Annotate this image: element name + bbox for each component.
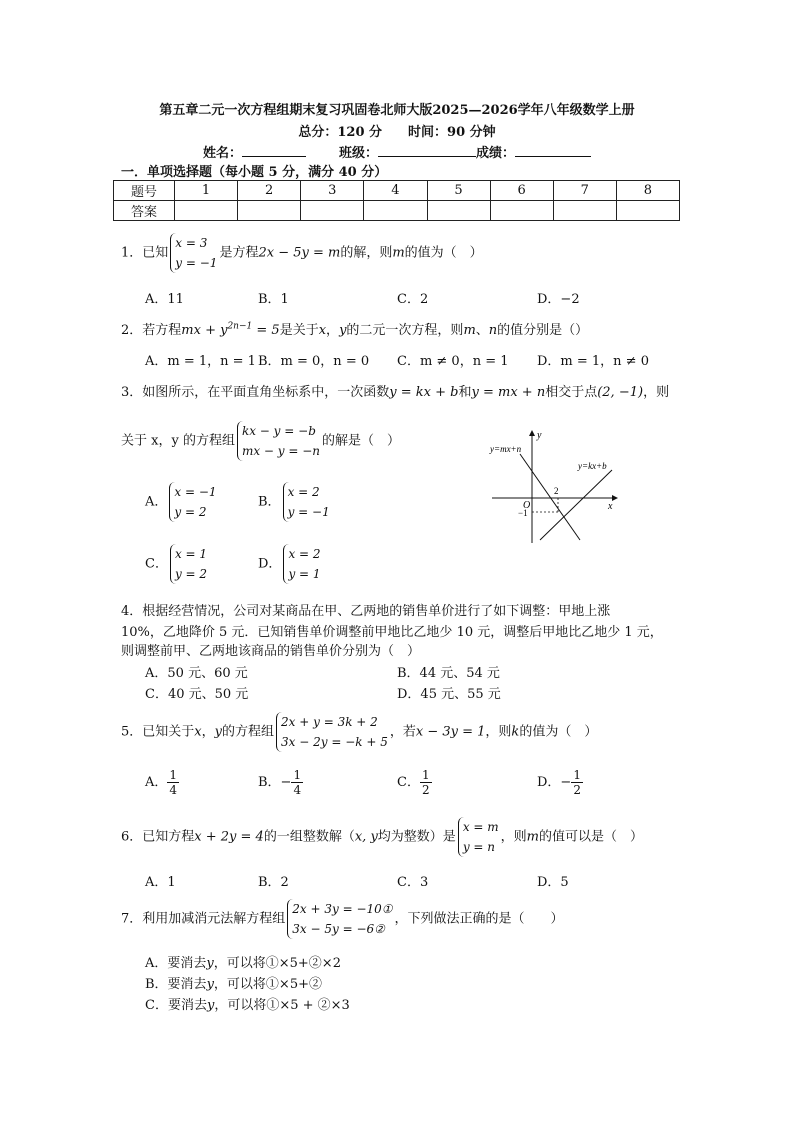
q3-option-line: y = 2 — [174, 505, 207, 519]
answer-cell[interactable] — [238, 201, 301, 221]
q7-option-text: ，可以将①×5+② — [213, 977, 322, 992]
q3-option-a — [145, 482, 219, 522]
class-blank[interactable] — [378, 156, 476, 157]
q3-option-b — [258, 482, 332, 522]
q3-text: 3．如图所示，在平面直角坐标系中，一次函数 — [121, 385, 390, 400]
q5-fraction — [420, 768, 432, 797]
y-label: y — [537, 430, 542, 441]
q3-option-line: x = 2 — [287, 485, 320, 499]
numerator: 1 — [421, 768, 430, 782]
q5-system — [276, 712, 388, 752]
name-label: 姓名： — [202, 146, 242, 161]
q5-sys-line: 3x − 2y = −k + 5 — [281, 735, 388, 749]
question-number-cell: 6 — [490, 181, 553, 201]
q6-text: ，则 — [500, 829, 527, 845]
q5-text: ， — [201, 724, 215, 740]
q3-option-line: y = 2 — [174, 567, 208, 581]
q4-option-c: C．40 元、50 元 — [145, 687, 249, 702]
q3-option-c — [145, 544, 209, 584]
line-label-mx-n: y=mx+n — [490, 444, 522, 454]
q6-var: m — [526, 829, 539, 845]
score-label: 成绩： — [476, 146, 516, 161]
q7-option-text: ，可以将①×5 + ②×3 — [214, 998, 350, 1013]
q6-option-c: C．3 — [397, 875, 429, 890]
student-info — [0, 142, 794, 161]
answer-cell[interactable] — [616, 201, 679, 221]
q7-sys-line: 2x + 3y = −10① — [292, 902, 393, 916]
q6-vars: x, y — [354, 829, 378, 845]
answer-table — [113, 180, 680, 221]
tick-label-neg1: −1 — [518, 508, 528, 518]
answer-cell[interactable] — [301, 201, 364, 221]
q3-text: ，则 — [643, 385, 670, 400]
q2-text: 是关于 — [279, 323, 319, 338]
answer-cell[interactable] — [175, 201, 238, 221]
q2-text: ， — [326, 323, 340, 338]
q5-option-b — [258, 768, 303, 797]
q3-option-line: x = −1 — [174, 485, 217, 499]
q5-text: 5．已知关于 — [121, 724, 195, 740]
denominator: 4 — [293, 783, 302, 797]
denominator: 4 — [169, 783, 178, 797]
q3-option-d — [258, 544, 323, 584]
q3-option-system — [283, 482, 330, 522]
q6-option-a: A．1 — [145, 875, 176, 890]
q5-var: x — [194, 724, 202, 740]
q5-fraction — [291, 768, 303, 797]
q3-option-line: y = −1 — [287, 505, 330, 519]
q4-option-b: B．44 元、54 元 — [397, 666, 500, 681]
question-3-line-2 — [121, 421, 400, 461]
question-3-line-1 — [121, 381, 669, 400]
answer-cell[interactable] — [553, 201, 616, 221]
q5-fraction — [571, 768, 583, 797]
q2-option-d: D．m = 1，n ≠ 0 — [537, 354, 649, 369]
q1-equation: 2x − 5y = m — [258, 245, 341, 261]
q3-equation: y = mx + n — [471, 385, 546, 400]
y-axis-arrow — [529, 430, 535, 436]
exam-title: 第五章二元一次方程组期末复习巩固卷北师大版2025—2026学年八年级数学上册 — [159, 103, 635, 118]
section-title: 一．单项选择题（每小题 5 分，满分 40 分） — [121, 165, 388, 180]
line-label-kx-b: y=kx+b — [578, 461, 607, 471]
q5-text: ，则 — [485, 724, 512, 740]
q3-sys-line: kx − y = −b — [241, 424, 316, 438]
q1-text: 的值为（ ） — [404, 245, 483, 261]
q6-text: 均为整数）是 — [377, 829, 456, 845]
q3-option-system — [170, 544, 207, 584]
q3-sys-line: mx − y = −n — [241, 444, 321, 458]
q6-option-b: B．2 — [258, 875, 289, 890]
q3-text: 相交于点 — [545, 385, 598, 400]
question-4-line-2: 10%，乙地降价 5 元．已知销售单价调整前甲地比乙地少 10 元，调整后甲地比乙地少 1 元， — [121, 625, 663, 640]
q5-text: 的方程组 — [222, 724, 275, 740]
x-axis-arrow — [612, 495, 618, 501]
q3-text: 关于 x，y 的方程组 — [121, 433, 235, 449]
q3-option-label: B． — [258, 494, 281, 510]
q5-condition: x − 3y = 1 — [415, 724, 486, 740]
q5-option-label: A． — [145, 775, 168, 790]
q2-exponent: 2n−1 — [227, 321, 253, 332]
question-number-cell: 3 — [301, 181, 364, 201]
q5-option-label: D．− — [537, 775, 572, 790]
table-row — [114, 181, 680, 201]
q3-option-label: C． — [145, 556, 168, 572]
line-kx-b — [540, 470, 612, 540]
q2-text: 、 — [475, 323, 489, 338]
q5-text: ，若 — [389, 724, 416, 740]
q3-option-line: y = 1 — [288, 567, 321, 581]
q5-option-a — [145, 768, 179, 797]
answer-cell[interactable] — [364, 201, 427, 221]
q3-text: 和 — [458, 385, 472, 400]
q5-sys-line: 2x + y = 3k + 2 — [281, 715, 378, 729]
question-4-line-3: 则调整前甲、乙两地该商品的销售单价分别为（ ） — [121, 644, 421, 659]
answer-cell[interactable] — [490, 201, 553, 221]
q5-var: y — [214, 724, 222, 740]
question-number-cell: 2 — [238, 181, 301, 201]
q3-option-line: x = 2 — [288, 547, 321, 561]
question-7 — [121, 899, 564, 939]
q5-var: k — [511, 724, 520, 740]
q7-text: 7．利用加减消元法解方程组 — [121, 911, 286, 927]
q7-option-c — [145, 994, 350, 1013]
q2-text: 2．若方程 — [121, 323, 182, 338]
q3-point: (2, −1) — [597, 385, 644, 400]
q3-system — [237, 421, 320, 461]
question-number-cell: 5 — [427, 181, 490, 201]
q2-option-c: C．m ≠ 0，n = 1 — [397, 354, 509, 369]
question-2 — [121, 319, 588, 338]
q1-option-b: B．1 — [258, 292, 289, 307]
question-number-cell: 4 — [364, 181, 427, 201]
q5-option-label: C． — [397, 775, 420, 790]
score-blank[interactable] — [515, 156, 591, 157]
q2-var: n — [488, 323, 498, 338]
q4-option-a: A．50 元、60 元 — [145, 666, 248, 681]
line-mx-n — [520, 454, 580, 540]
q2-equation: = 5 — [252, 323, 280, 338]
q6-text: 的一组整数解（ — [263, 829, 355, 845]
q7-sys-line: 3x − 5y = −6② — [292, 922, 385, 936]
question-1 — [121, 233, 483, 273]
class-label: 班级： — [339, 146, 379, 161]
q7-option-text: C．要消去 — [145, 998, 207, 1013]
q7-option-var: y — [206, 977, 214, 992]
q5-text: 的值为（ ） — [519, 724, 598, 740]
table-header-cell: 答案 — [114, 201, 175, 221]
q3-graph — [488, 428, 628, 548]
table-row — [114, 201, 680, 221]
q2-equation: mx + y — [181, 323, 228, 338]
q5-option-c — [397, 768, 432, 797]
numerator: 1 — [293, 768, 302, 782]
exam-meta: 总分：120 分 时间：90 分钟 — [298, 125, 496, 140]
q6-system — [458, 817, 499, 857]
q3-text: 的解是（ ） — [322, 433, 401, 449]
q2-var: x — [318, 323, 327, 338]
q7-option-var: y — [206, 956, 214, 971]
q3-option-label: D． — [258, 556, 282, 572]
q3-option-system — [283, 544, 320, 584]
q1-sys-line: y = −1 — [175, 256, 218, 270]
name-blank[interactable] — [242, 156, 306, 157]
table-header-cell: 题号 — [114, 181, 175, 201]
x-label: x — [608, 501, 613, 512]
q5-option-d — [537, 768, 583, 797]
q7-option-a — [145, 952, 341, 971]
q2-option-a: A．m = 1，n = 1 — [145, 354, 256, 369]
q6-option-d: D．5 — [537, 875, 569, 890]
q3-equation: y = kx + b — [389, 385, 459, 400]
denominator: 2 — [421, 783, 430, 797]
q1-text: 的解，则 — [340, 245, 393, 261]
q1-option-d: D．−2 — [537, 292, 580, 307]
question-number-cell: 7 — [553, 181, 616, 201]
denominator: 2 — [573, 783, 581, 797]
q1-sys-line: x = 3 — [175, 236, 208, 250]
origin-label: O — [523, 500, 531, 511]
answer-cell[interactable] — [427, 201, 490, 221]
q6-equation: x + 2y = 4 — [194, 829, 264, 845]
q7-option-var: y — [206, 998, 215, 1013]
question-4-line-1: 4．根据经营情况，公司对某商品在甲、乙两地的销售单价进行了如下调整：甲地上涨 — [121, 604, 611, 619]
q1-prefix: 1．已知 — [121, 245, 169, 261]
q6-sys-line: x = m — [462, 820, 499, 834]
q2-var: m — [463, 323, 476, 338]
question-number-cell: 8 — [616, 181, 679, 201]
question-6 — [121, 817, 643, 857]
q6-text: 的值可以是（ ） — [539, 829, 644, 845]
q3-option-system — [169, 482, 216, 522]
q1-system — [170, 233, 217, 273]
q2-var: y — [339, 323, 347, 338]
q7-option-text: B．要消去 — [145, 977, 207, 992]
numerator: 1 — [573, 768, 581, 782]
q2-option-b: B．m = 0，n = 0 — [258, 354, 370, 369]
question-5 — [121, 712, 597, 752]
tick-label-2: 2 — [554, 486, 559, 496]
q5-option-label: B．− — [258, 775, 292, 790]
q6-sys-line: y = n — [462, 840, 496, 854]
q3-option-line: x = 1 — [174, 547, 208, 561]
q1-option-a: A．11 — [145, 292, 184, 307]
q4-option-d: D．45 元、55 元 — [397, 687, 501, 702]
q7-text: ，下列做法正确的是（ ） — [394, 911, 564, 927]
q7-option-text: ，可以将①×5+②×2 — [213, 956, 341, 971]
q7-system — [287, 899, 392, 939]
q5-fraction — [167, 768, 179, 797]
q6-text: 6．已知方程 — [121, 829, 195, 845]
q2-text: 的值分别是（） — [497, 323, 589, 338]
q2-text: 的二元一次方程，则 — [346, 323, 464, 338]
q3-option-label: A． — [145, 494, 168, 510]
q7-option-b — [145, 973, 322, 992]
q1-var: m — [392, 245, 405, 261]
q1-text: 是方程 — [219, 245, 259, 261]
q1-option-c: C．2 — [397, 292, 429, 307]
q7-option-text: A．要消去 — [145, 956, 207, 971]
question-number-cell: 1 — [175, 181, 238, 201]
numerator: 1 — [169, 768, 178, 782]
